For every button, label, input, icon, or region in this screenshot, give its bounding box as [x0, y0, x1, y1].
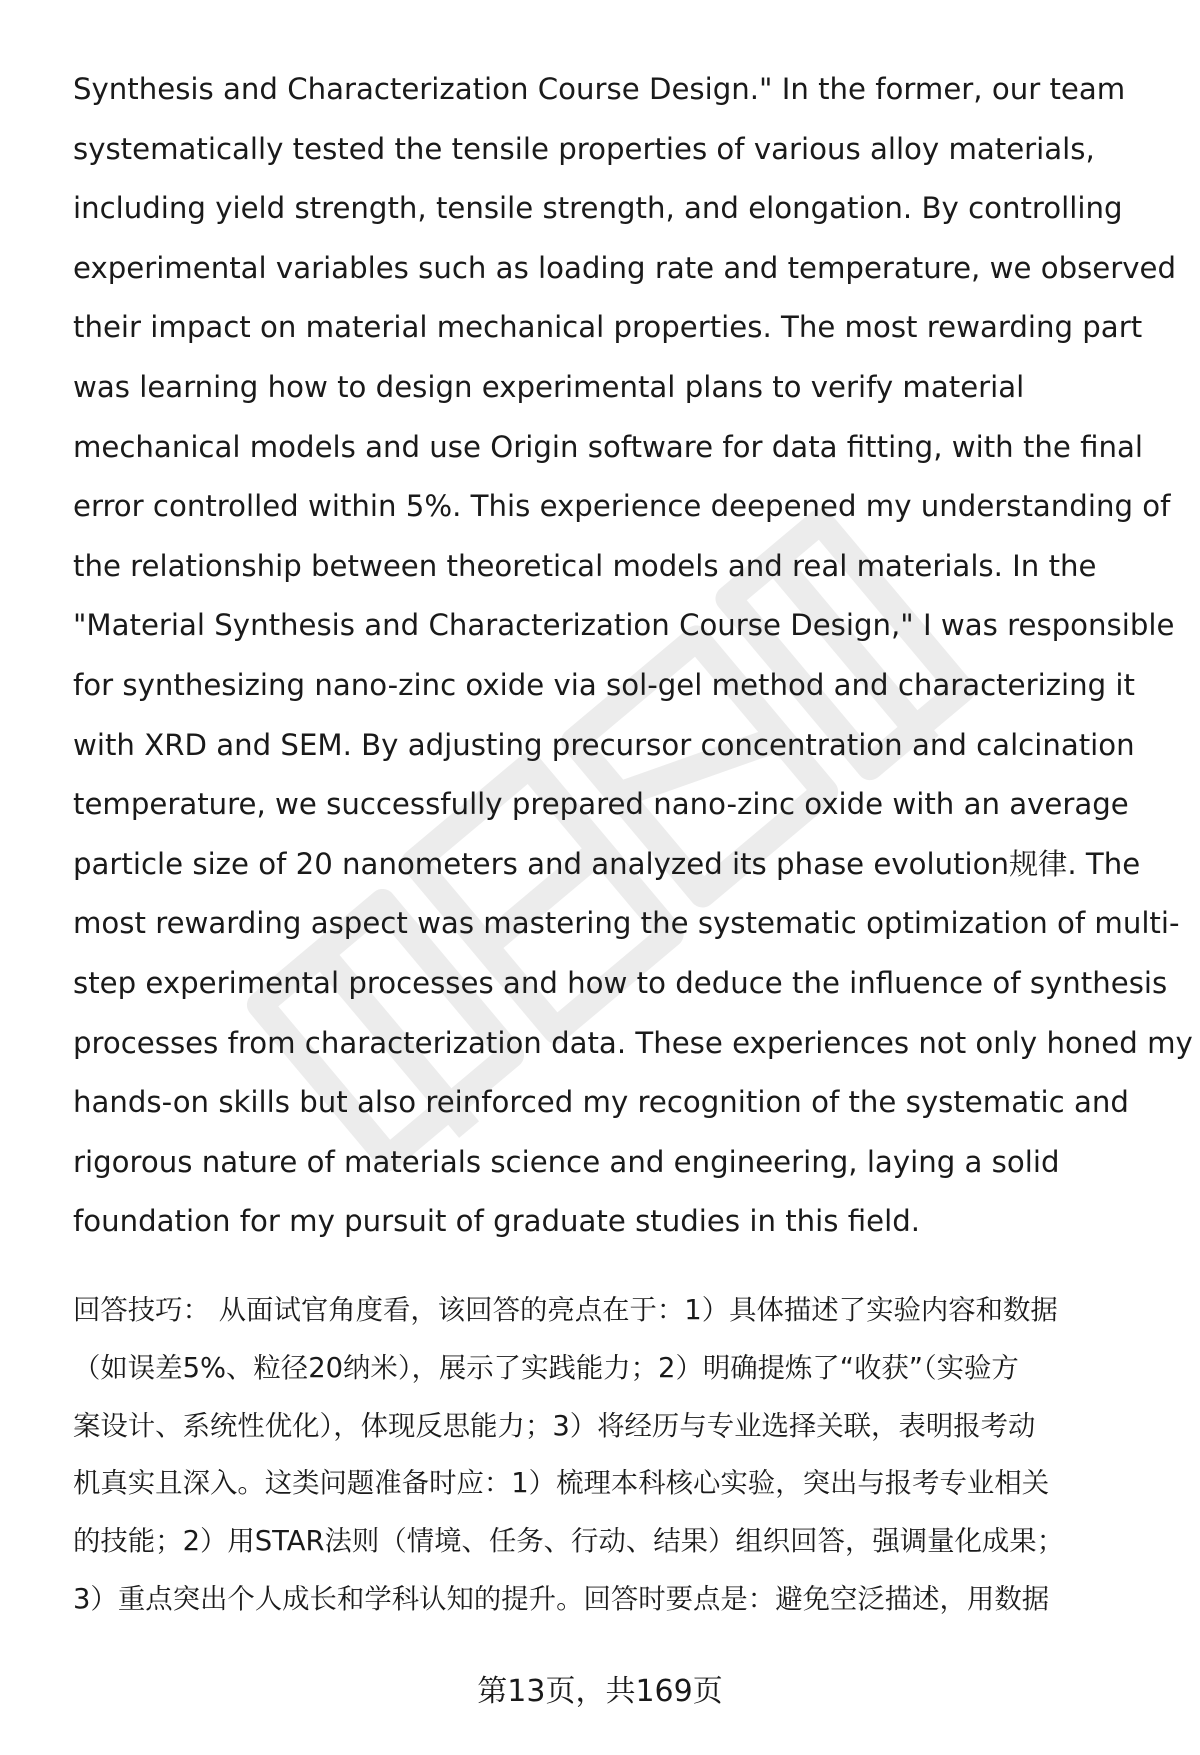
paragraph-line: including yield strength, tensile strength, and elongation. By controlling [73, 191, 1123, 226]
paragraph-line: their impact on material mechanical properties. The most rewarding part [73, 310, 1143, 345]
paragraph-line: step experimental processes and how to deduce the influence of synthesis [73, 965, 1168, 1000]
paragraph-line: "Material Synthesis and Characterization Course Design," I was responsible [73, 608, 1175, 643]
tips-line: 机真实且深入。这类问题准备时应：1）梳理本科核心实验，突出与报考专业相关 [73, 1468, 1050, 1500]
paragraph-line: temperature, we successfully prepared nano-zinc oxide with an average [73, 787, 1129, 822]
paragraph-line: error controlled within 5%. This experience deepened my understanding of [73, 489, 1171, 524]
paragraph-line: for synthesizing nano-zinc oxide via sol-gel method and characterizing it [73, 667, 1135, 702]
paragraph-line: foundation for my pursuit of graduate studies in this field. [73, 1204, 921, 1239]
paragraph-line: the relationship between theoretical models and real materials. In the [73, 548, 1097, 583]
paragraph-line: mechanical models and use Origin software for data fitting, with the final [73, 429, 1144, 464]
paragraph-line: particle size of 20 nanometers and analyzed its phase evolution规律. The [73, 846, 1141, 881]
tips-line: （如误差5%、粒径20纳米），展示了实践能力；2）明确提炼了“收获”（实验方 [73, 1352, 1019, 1384]
paragraph-line: most rewarding aspect was mastering the systematic optimization of multi- [73, 906, 1180, 941]
paragraph-line: systematically tested the tensile properties of various alloy materials, [73, 131, 1095, 166]
paragraph-line: hands-on skills but also reinforced my recognition of the systematic and [73, 1085, 1129, 1120]
paragraph-line: rigorous nature of materials science and engineering, laying a solid [73, 1144, 1060, 1179]
paragraph-line: Synthesis and Characterization Course Design." In the former, our team [73, 72, 1126, 106]
paragraph-line: processes from characterization data. These experiences not only honed my [73, 1025, 1193, 1060]
page-number-footer: 第13页，共169页 [477, 1674, 723, 1709]
paragraph-line: with XRD and SEM. By adjusting precursor concentration and calcination [73, 727, 1135, 762]
tips-line: 3）重点突出个人成长和学科认知的提升。回答时要点是：避免空泛描述，用数据 [73, 1583, 1050, 1615]
tips-line: 案设计、系统性优化），体现反思能力；3）将经历与专业选择关联，表明报考动 [73, 1410, 1036, 1442]
answer-tips-paragraph [73, 1282, 1153, 1629]
tips-line: 回答技巧： 从面试官角度看，该回答的亮点在于：1）具体描述了实验内容和数据 [73, 1295, 1058, 1326]
paragraph-line: experimental variables such as loading rate and temperature, we observed [73, 250, 1177, 285]
english-paragraph [73, 60, 1193, 1252]
tips-line: 的技能；2）用STAR法则（情境、任务、行动、结果）组织回答，强调量化成果； [73, 1526, 1065, 1558]
paragraph-line: was learning how to design experimental plans to verify material [73, 369, 1025, 404]
